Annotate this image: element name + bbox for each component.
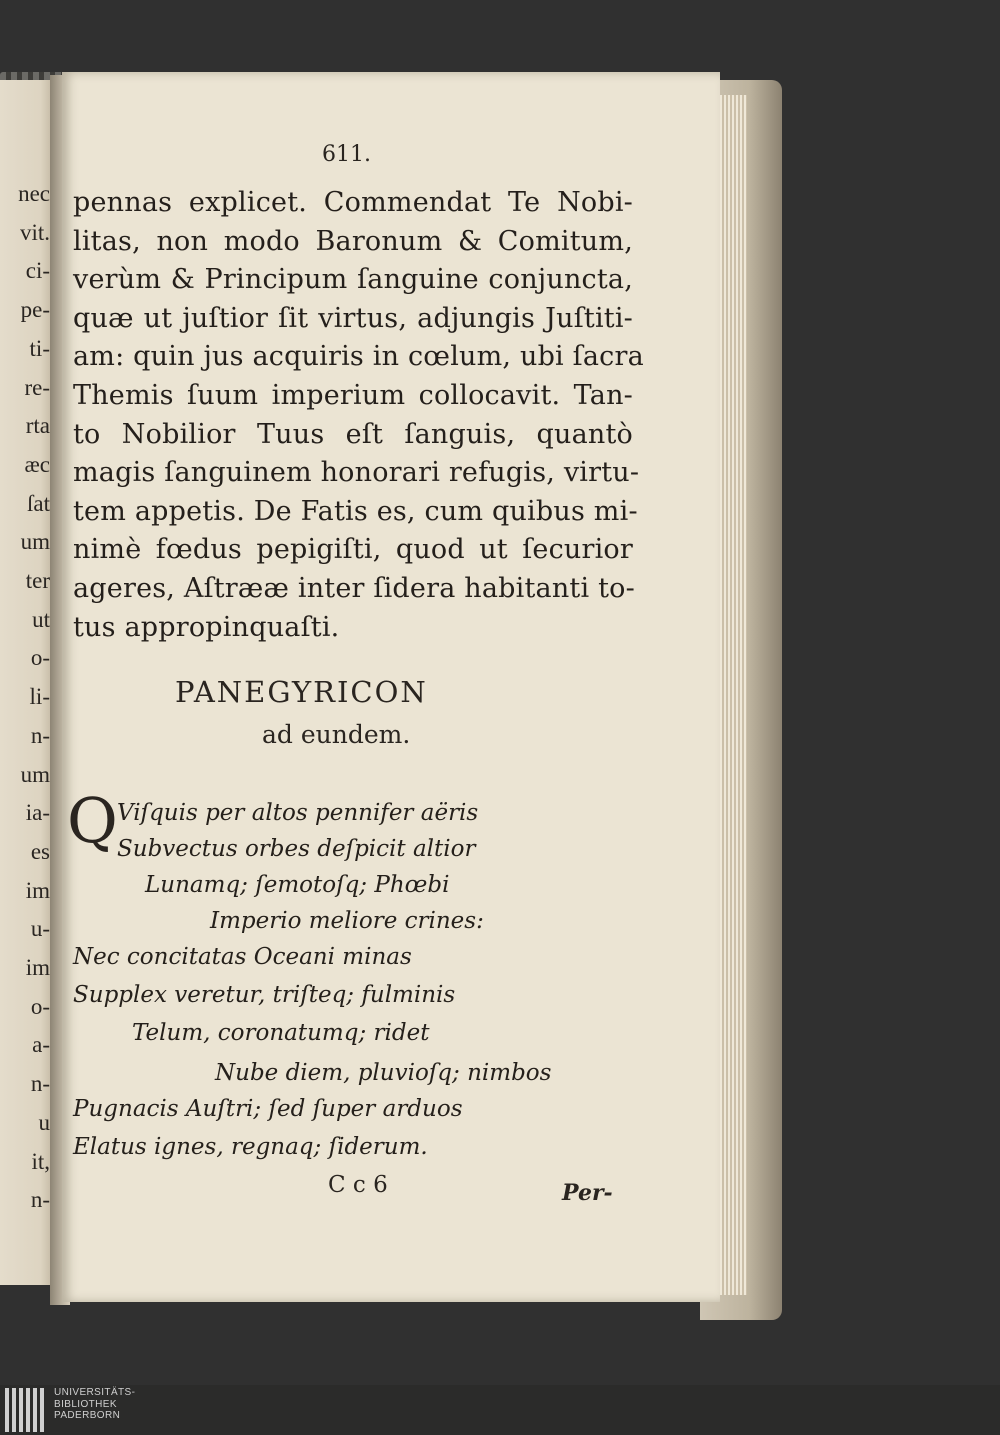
footer-bar <box>0 1385 1000 1435</box>
previous-page-line: li- <box>29 684 50 710</box>
prose-line: Themis ſuum imperium collocavit. Tan- <box>73 379 633 411</box>
library-logo-icon <box>5 1388 47 1432</box>
previous-page-line: ut <box>32 606 50 632</box>
signature-mark: C c 6 <box>328 1172 388 1198</box>
previous-page-line: um <box>20 761 50 787</box>
dropcap-letter: Q <box>67 784 118 857</box>
prose-line: tus appropinquaſti. <box>73 611 340 643</box>
verse-line: Elatus ignes, regnaq; ſiderum. <box>73 1134 428 1160</box>
prose-paragraph <box>73 184 644 647</box>
verse-line: Nube diem, pluvioſq; nimbos <box>215 1060 552 1086</box>
previous-page-line: n- <box>30 1071 50 1097</box>
previous-page-line: o- <box>30 645 50 671</box>
prose-line: to Nobilior Tuus eſt ſanguis, quantò <box>73 418 633 450</box>
prose-line: litas, non modo Baronum & Comitum, <box>73 225 633 257</box>
logo-line: UNIVERSITÄTS- <box>54 1387 136 1398</box>
logo-line: BIBLIOTHEK <box>54 1398 117 1410</box>
previous-page-line: n- <box>30 1187 50 1213</box>
previous-page-text <box>2 175 50 1220</box>
previous-page-line: o- <box>30 993 50 1019</box>
previous-page-line: u <box>38 1109 50 1135</box>
previous-page-line: a- <box>32 1032 50 1058</box>
previous-page-line: im <box>25 955 50 981</box>
previous-page-line: vit. <box>19 219 50 245</box>
previous-page-line: um <box>20 529 50 555</box>
catchword: Per- <box>562 1180 613 1206</box>
prose-line: verùm & Principum ſanguine conjuncta, <box>73 264 633 296</box>
verse-line: Subvectus orbes deſpicit altior <box>117 836 476 862</box>
previous-page-line: it, <box>31 1148 50 1174</box>
verse-line: Nec concitatas Oceani minas <box>73 944 412 970</box>
previous-page-line: ter <box>25 568 50 594</box>
prose-line: am: quin jus acquiris in cœlum, ubi ſacra <box>73 341 644 373</box>
library-logo-text <box>54 1387 135 1422</box>
previous-page-line: im <box>25 877 50 903</box>
previous-page-line: pe- <box>20 297 50 323</box>
prose-line: tem appetis. De Fatis es, cum quibus mi- <box>73 495 638 527</box>
previous-page-line: n- <box>30 722 50 748</box>
prose-line: nimè fœdus pepigiſti, quod ut ſecurior <box>73 534 633 566</box>
verse-line: Telum, coronatumq; ridet <box>132 1020 430 1046</box>
verse-line: Lunamq; ſemotoſq; Phœbi <box>145 872 450 898</box>
page-number: 611. <box>322 142 371 167</box>
previous-page-line: nec <box>18 181 50 206</box>
previous-page-line: re- <box>24 374 50 400</box>
previous-page-line: ſat <box>27 490 50 516</box>
previous-page-line: æc <box>24 451 50 477</box>
prose-line: ageres, Aſtrææ inter ſidera habitanti to- <box>73 572 635 604</box>
verse-line: Pugnacis Auſtri; ſed ſuper arduos <box>73 1096 463 1122</box>
previous-page-line: es <box>30 838 50 864</box>
previous-page-line: u- <box>30 916 50 942</box>
previous-page-line: ci- <box>25 258 50 284</box>
logo-line: PADERBORN <box>54 1410 121 1421</box>
previous-page-line: ia- <box>25 800 50 826</box>
verse-line: Supplex veretur, triſteq; fulminis <box>73 982 456 1008</box>
prose-line: quæ ut juſtior ſit virtus, adjungis Juſtiti- <box>73 302 633 334</box>
prose-line: magis ſanguinem honorari refugis, virtu- <box>73 457 640 489</box>
verse-line: Imperio meliore crines: <box>210 908 484 934</box>
poem-heading: PANEGYRICON <box>175 675 428 709</box>
previous-page-line: ti- <box>29 335 50 361</box>
previous-page-line: rta <box>25 413 50 439</box>
verse-line: Viſquis per altos pennifer aëris <box>117 800 479 826</box>
prose-line: pennas explicet. Commendat Te Nobi- <box>73 187 633 218</box>
poem-subheading: ad eundem. <box>262 720 411 749</box>
